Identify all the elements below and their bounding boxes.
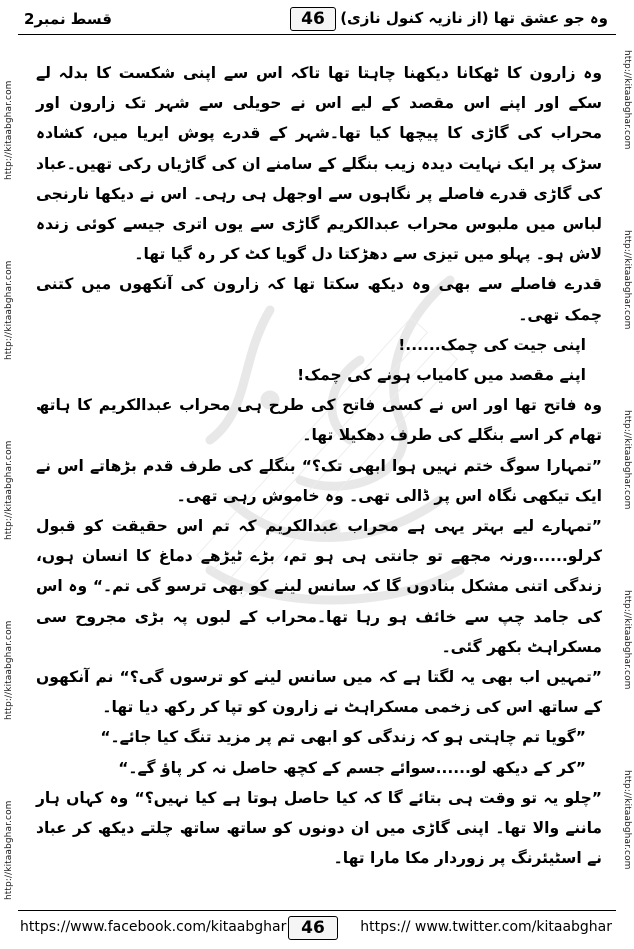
side-url-left: http://kitaabghar.com	[4, 440, 14, 540]
paragraph: ”تمہارا سوگ ختم نہیں ہوا ابھی تک؟“ بنگلے کی طرف قدم بڑھاتے اس نے ایک تیکھی نگاہ اس پر ڈالی تھی۔ وہ خاموش رہی تھی۔	[36, 456, 602, 505]
paragraph: اپنی جیت کی چمک......!	[398, 335, 586, 354]
paragraph: قدرے فاصلے سے بھی وہ دیکھ سکتا تھا کہ زارون کی آنکھوں میں کتنی چمک تھی۔	[36, 275, 602, 324]
side-url-left: http://kitaabghar.com	[4, 800, 14, 900]
paragraph: اپنے مقصد میں کامیاب ہونے کی چمک!	[297, 366, 586, 385]
twitter-link[interactable]: https:// www.twitter.com/kitaabghar	[360, 919, 612, 935]
side-url-left: http://kitaabghar.com	[4, 80, 14, 180]
side-url-right: http://kitaabghar.com	[622, 410, 632, 510]
paragraph: ”گویا تم چاہتی ہو کہ زندگی کو ابھی تم پر مزید تنگ کیا جائے۔“	[100, 728, 586, 747]
story-text	[36, 58, 602, 873]
side-url-right: http://kitaabghar.com	[622, 230, 632, 330]
facebook-link[interactable]: https://www.facebook.com/kitaabghar	[20, 919, 287, 935]
page-footer	[18, 910, 616, 943]
paragraph: ”کر کے دیکھ لو......سوائے جسم کے کچھ حاصل نہ کر پاؤ گے۔“	[118, 758, 586, 777]
side-url-right: http://kitaabghar.com	[622, 590, 632, 690]
paragraph: ”تمہیں اب بھی یہ لگتا ہے کہ میں سانس لینے کو ترسوں گی؟“ نم آنکھوں کے ساتھ اس کی زخمی مسکراہٹ نے زارون کو تپا کر رکھ دیا تھا۔	[36, 668, 602, 717]
part-label: قسط نمبر2	[24, 10, 112, 28]
side-url-right: http://kitaabghar.com	[622, 770, 632, 870]
paragraph: ”چلو یہ تو وقت ہی بتائے گا کہ کیا حاصل ہوتا ہے کیا نہیں؟“ وہ کہاں ہار ماننے والا تھا۔ اپنی گاڑی میں ان دونوں کو ساتھ ساتھ چلتے دیکھ کر عباد نے اسٹیئرنگ پر زوردار مکا مارا تھا۔	[36, 788, 602, 868]
side-url-left: http://kitaabghar.com	[4, 620, 14, 720]
paragraph: ”تمہارے لیے بہتر یہی ہے محراب عبدالکریم کہ تم اس حقیقت کو قبول کرلو......ورنہ مجھے تو جانتی ہی ہو تم، بڑے ٹیڑھے دماغ کا انسان ہوں، زندگی اتنی مشکل بنادوں گا کہ سانس لینے کو بھی ترسو گی تم۔“ وہ اس کی جامد چپ سے خائف ہو رہا تھا۔محراب کے لبوں پہ بڑی مجروح سی مسکراہٹ بکھر گئی۔	[36, 517, 602, 656]
paragraph: وہ زارون کا ٹھکانا دیکھنا چاہتا تھا تاکہ اس سے اپنی شکست کا بدلہ لے سکے اور اپنے اس مقصد کے لیے اس نے حویلی سے شہر تک زارون اور محراب کی گاڑی کا پیچھا کیا تھا۔شہر کے قدرے پوش ایریا میں، کشادہ سڑک پر ایک نہایت دیدہ زیب بنگلے کے سامنے ان کی گاڑیاں رکی تھیں۔عباد کی گاڑی قدرے فاصلے پر نگاہوں سے اوجھل ہی رہی۔ اس نے دیکھا نارنجی لباس میں ملبوس محراب عبدالکریم گاڑی سے یوں اتری جیسے کوئی زندہ لاش ہو۔ پہلو میں تیزی سے دھڑکتا دل گویا کٹ کر رہ گیا تھا۔	[36, 64, 602, 264]
book-title: وہ جو عشق تھا (از نازیہ کنول نازی)	[340, 9, 608, 27]
page-number-bottom: 46	[288, 916, 338, 940]
side-url-left: http://kitaabghar.com	[4, 260, 14, 360]
page-header	[18, 6, 616, 35]
paragraph: وہ فاتح تھا اور اس نے کسی فاتح کی طرح ہی محراب عبدالکریم کا ہاتھ تھام کر اسے بنگلے کی طرف دھکیلا تھا۔	[36, 396, 602, 445]
side-url-right: http://kitaabghar.com	[622, 50, 632, 150]
page-number-top: 46	[290, 7, 336, 31]
